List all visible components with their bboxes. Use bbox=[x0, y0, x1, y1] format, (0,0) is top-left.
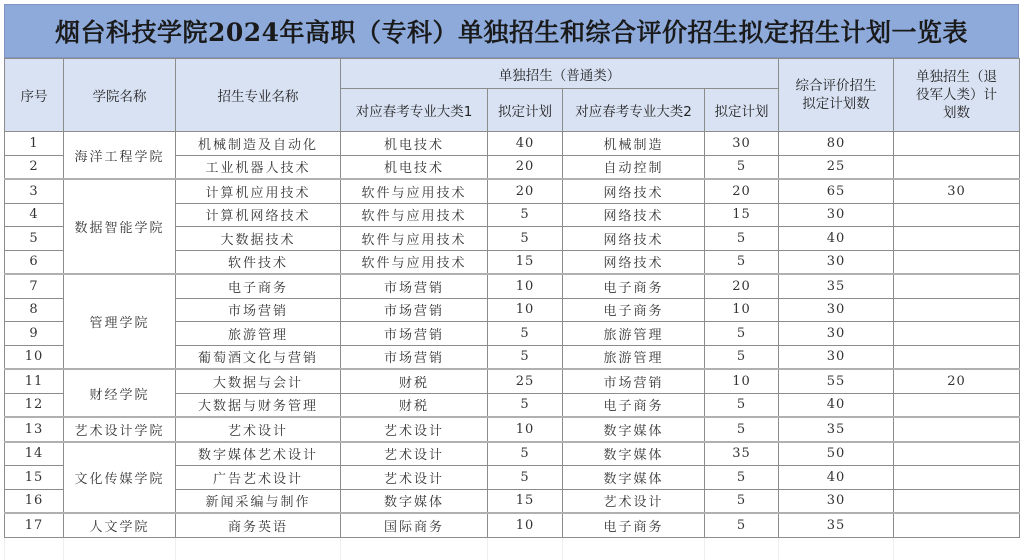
plan1-cell: 20 bbox=[488, 179, 563, 203]
header-major: 招生专业名称 bbox=[176, 59, 341, 132]
table-row bbox=[5, 369, 1020, 393]
college-cell: 管理学院 bbox=[64, 274, 176, 369]
empty-cell bbox=[488, 537, 563, 560]
category2-cell: 艺术设计 bbox=[563, 489, 705, 513]
plan2-cell: 5 bbox=[705, 227, 779, 251]
plan1-cell: 5 bbox=[488, 345, 563, 369]
comprehensive-cell: 80 bbox=[779, 132, 894, 156]
category1-cell: 软件与应用技术 bbox=[341, 179, 488, 203]
comprehensive-cell: 65 bbox=[779, 179, 894, 203]
major-cell: 商务英语 bbox=[176, 513, 341, 537]
veteran-cell bbox=[894, 298, 1020, 322]
seq-cell: 5 bbox=[5, 227, 64, 251]
veteran-cell bbox=[894, 250, 1020, 274]
table-row bbox=[5, 179, 1020, 203]
veteran-cell bbox=[894, 132, 1020, 156]
plan2-cell: 20 bbox=[705, 179, 779, 203]
seq-cell: 6 bbox=[5, 250, 64, 274]
empty-cell bbox=[779, 537, 894, 560]
category1-cell: 市场营销 bbox=[341, 298, 488, 322]
major-cell: 软件技术 bbox=[176, 250, 341, 274]
category1-cell: 软件与应用技术 bbox=[341, 203, 488, 227]
plan1-cell: 15 bbox=[488, 250, 563, 274]
comprehensive-cell: 40 bbox=[779, 227, 894, 251]
major-cell: 大数据与财务管理 bbox=[176, 393, 341, 417]
plan2-cell: 5 bbox=[705, 322, 779, 346]
comprehensive-cell: 30 bbox=[779, 250, 894, 274]
major-cell: 大数据与会计 bbox=[176, 369, 341, 393]
veteran-cell bbox=[894, 345, 1020, 369]
header-plan1: 拟定计划 bbox=[488, 89, 563, 132]
enrollment-plan-table bbox=[4, 58, 1020, 560]
major-cell: 大数据技术 bbox=[176, 227, 341, 251]
major-cell: 广告艺术设计 bbox=[176, 466, 341, 490]
plan1-cell: 10 bbox=[488, 513, 563, 537]
veteran-cell bbox=[894, 513, 1020, 537]
comprehensive-cell: 30 bbox=[779, 298, 894, 322]
seq-cell: 8 bbox=[5, 298, 64, 322]
plan2-cell: 15 bbox=[705, 203, 779, 227]
plan1-cell: 10 bbox=[488, 274, 563, 298]
empty-cell bbox=[705, 537, 779, 560]
category2-cell: 电子商务 bbox=[563, 393, 705, 417]
seq-cell: 2 bbox=[5, 155, 64, 179]
seq-cell: 11 bbox=[5, 369, 64, 393]
category2-cell: 网络技术 bbox=[563, 227, 705, 251]
table-row bbox=[5, 132, 1020, 156]
category2-cell: 旅游管理 bbox=[563, 345, 705, 369]
veteran-cell bbox=[894, 203, 1020, 227]
seq-cell: 3 bbox=[5, 179, 64, 203]
comprehensive-cell: 30 bbox=[779, 203, 894, 227]
category2-cell: 网络技术 bbox=[563, 179, 705, 203]
seq-cell: 15 bbox=[5, 466, 64, 490]
seq-cell: 10 bbox=[5, 345, 64, 369]
category2-cell: 数字媒体 bbox=[563, 442, 705, 466]
category1-cell: 市场营销 bbox=[341, 274, 488, 298]
category2-cell: 电子商务 bbox=[563, 513, 705, 537]
major-cell: 市场营销 bbox=[176, 298, 341, 322]
empty-cell bbox=[64, 537, 176, 560]
seq-cell: 16 bbox=[5, 489, 64, 513]
plan1-cell: 5 bbox=[488, 227, 563, 251]
veteran-cell bbox=[894, 322, 1020, 346]
table-body bbox=[5, 132, 1020, 560]
header-veteran: 单独招生（退役军人类）计划数 bbox=[894, 59, 1020, 132]
category1-cell: 数字媒体 bbox=[341, 489, 488, 513]
plan2-cell: 5 bbox=[705, 489, 779, 513]
major-cell: 葡萄酒文化与营销 bbox=[176, 345, 341, 369]
plan2-cell: 5 bbox=[705, 250, 779, 274]
category1-cell: 软件与应用技术 bbox=[341, 227, 488, 251]
table-row bbox=[5, 513, 1020, 537]
plan1-cell: 10 bbox=[488, 417, 563, 442]
plan1-cell: 5 bbox=[488, 466, 563, 490]
seq-cell: 12 bbox=[5, 393, 64, 417]
comprehensive-cell: 40 bbox=[779, 393, 894, 417]
spreadsheet bbox=[4, 4, 1019, 560]
category2-cell: 机械制造 bbox=[563, 132, 705, 156]
comprehensive-cell: 25 bbox=[779, 155, 894, 179]
header-category2: 对应春考专业大类2 bbox=[563, 89, 705, 132]
plan1-cell: 10 bbox=[488, 298, 563, 322]
college-cell: 海洋工程学院 bbox=[64, 132, 176, 180]
category2-cell: 自动控制 bbox=[563, 155, 705, 179]
category1-cell: 艺术设计 bbox=[341, 442, 488, 466]
plan2-cell: 10 bbox=[705, 369, 779, 393]
plan1-cell: 15 bbox=[488, 489, 563, 513]
category2-cell: 市场营销 bbox=[563, 369, 705, 393]
veteran-cell bbox=[894, 274, 1020, 298]
plan2-cell: 5 bbox=[705, 417, 779, 442]
plan1-cell: 25 bbox=[488, 369, 563, 393]
comprehensive-cell: 35 bbox=[779, 513, 894, 537]
table-row bbox=[5, 442, 1020, 466]
comprehensive-cell: 35 bbox=[779, 417, 894, 442]
category1-cell: 艺术设计 bbox=[341, 466, 488, 490]
category1-cell: 软件与应用技术 bbox=[341, 250, 488, 274]
category2-cell: 数字媒体 bbox=[563, 417, 705, 442]
college-cell: 财经学院 bbox=[64, 369, 176, 417]
plan2-cell: 5 bbox=[705, 513, 779, 537]
table-title: 烟台科技学院2024年高职（专科）单独招生和综合评价招生拟定招生计划一览表 bbox=[4, 4, 1019, 58]
plan1-cell: 5 bbox=[488, 393, 563, 417]
plan1-cell: 40 bbox=[488, 132, 563, 156]
category1-cell: 财税 bbox=[341, 369, 488, 393]
plan1-cell: 5 bbox=[488, 322, 563, 346]
category1-cell: 艺术设计 bbox=[341, 417, 488, 442]
plan2-cell: 5 bbox=[705, 155, 779, 179]
category2-cell: 网络技术 bbox=[563, 203, 705, 227]
comprehensive-cell: 30 bbox=[779, 322, 894, 346]
plan1-cell: 5 bbox=[488, 203, 563, 227]
header-college: 学院名称 bbox=[64, 59, 176, 132]
header-comprehensive: 综合评价招生拟定计划数 bbox=[779, 59, 894, 132]
seq-cell: 17 bbox=[5, 513, 64, 537]
seq-cell: 4 bbox=[5, 203, 64, 227]
category1-cell: 市场营销 bbox=[341, 345, 488, 369]
college-cell: 数据智能学院 bbox=[64, 179, 176, 274]
empty-cell bbox=[176, 537, 341, 560]
category1-cell: 机电技术 bbox=[341, 155, 488, 179]
category1-cell: 市场营销 bbox=[341, 322, 488, 346]
seq-cell: 13 bbox=[5, 417, 64, 442]
plan1-cell: 5 bbox=[488, 442, 563, 466]
comprehensive-cell: 40 bbox=[779, 466, 894, 490]
empty-row bbox=[5, 537, 1020, 560]
category2-cell: 旅游管理 bbox=[563, 322, 705, 346]
major-cell: 旅游管理 bbox=[176, 322, 341, 346]
empty-cell bbox=[5, 537, 64, 560]
header-category1: 对应春考专业大类1 bbox=[341, 89, 488, 132]
category2-cell: 数字媒体 bbox=[563, 466, 705, 490]
plan2-cell: 5 bbox=[705, 393, 779, 417]
major-cell: 计算机网络技术 bbox=[176, 203, 341, 227]
veteran-cell bbox=[894, 393, 1020, 417]
college-cell: 艺术设计学院 bbox=[64, 417, 176, 442]
major-cell: 电子商务 bbox=[176, 274, 341, 298]
table-row bbox=[5, 417, 1020, 442]
plan2-cell: 30 bbox=[705, 132, 779, 156]
category1-cell: 财税 bbox=[341, 393, 488, 417]
category2-cell: 电子商务 bbox=[563, 274, 705, 298]
plan2-cell: 10 bbox=[705, 298, 779, 322]
category1-cell: 国际商务 bbox=[341, 513, 488, 537]
plan1-cell: 20 bbox=[488, 155, 563, 179]
category2-cell: 电子商务 bbox=[563, 298, 705, 322]
header-seq: 序号 bbox=[5, 59, 64, 132]
plan2-cell: 5 bbox=[705, 345, 779, 369]
plan2-cell: 5 bbox=[705, 466, 779, 490]
comprehensive-cell: 55 bbox=[779, 369, 894, 393]
veteran-cell bbox=[894, 442, 1020, 466]
comprehensive-cell: 30 bbox=[779, 345, 894, 369]
category1-cell: 机电技术 bbox=[341, 132, 488, 156]
college-cell: 人文学院 bbox=[64, 513, 176, 537]
veteran-cell bbox=[894, 227, 1020, 251]
seq-cell: 14 bbox=[5, 442, 64, 466]
category2-cell: 网络技术 bbox=[563, 250, 705, 274]
major-cell: 数字媒体艺术设计 bbox=[176, 442, 341, 466]
empty-cell bbox=[563, 537, 705, 560]
college-cell: 文化传媒学院 bbox=[64, 442, 176, 514]
major-cell: 计算机应用技术 bbox=[176, 179, 341, 203]
major-cell: 新闻采编与制作 bbox=[176, 489, 341, 513]
veteran-cell bbox=[894, 417, 1020, 442]
veteran-cell bbox=[894, 466, 1020, 490]
major-cell: 艺术设计 bbox=[176, 417, 341, 442]
comprehensive-cell: 30 bbox=[779, 489, 894, 513]
header-single-enrollment-group: 单独招生（普通类） bbox=[341, 59, 779, 89]
seq-cell: 7 bbox=[5, 274, 64, 298]
veteran-cell bbox=[894, 155, 1020, 179]
comprehensive-cell: 35 bbox=[779, 274, 894, 298]
empty-cell bbox=[341, 537, 488, 560]
major-cell: 机械制造及自动化 bbox=[176, 132, 341, 156]
empty-cell bbox=[894, 537, 1020, 560]
veteran-cell: 20 bbox=[894, 369, 1020, 393]
comprehensive-cell: 50 bbox=[779, 442, 894, 466]
seq-cell: 9 bbox=[5, 322, 64, 346]
veteran-cell bbox=[894, 489, 1020, 513]
plan2-cell: 35 bbox=[705, 442, 779, 466]
veteran-cell: 30 bbox=[894, 179, 1020, 203]
header-plan2: 拟定计划 bbox=[705, 89, 779, 132]
major-cell: 工业机器人技术 bbox=[176, 155, 341, 179]
plan2-cell: 20 bbox=[705, 274, 779, 298]
seq-cell: 1 bbox=[5, 132, 64, 156]
table-row bbox=[5, 274, 1020, 298]
